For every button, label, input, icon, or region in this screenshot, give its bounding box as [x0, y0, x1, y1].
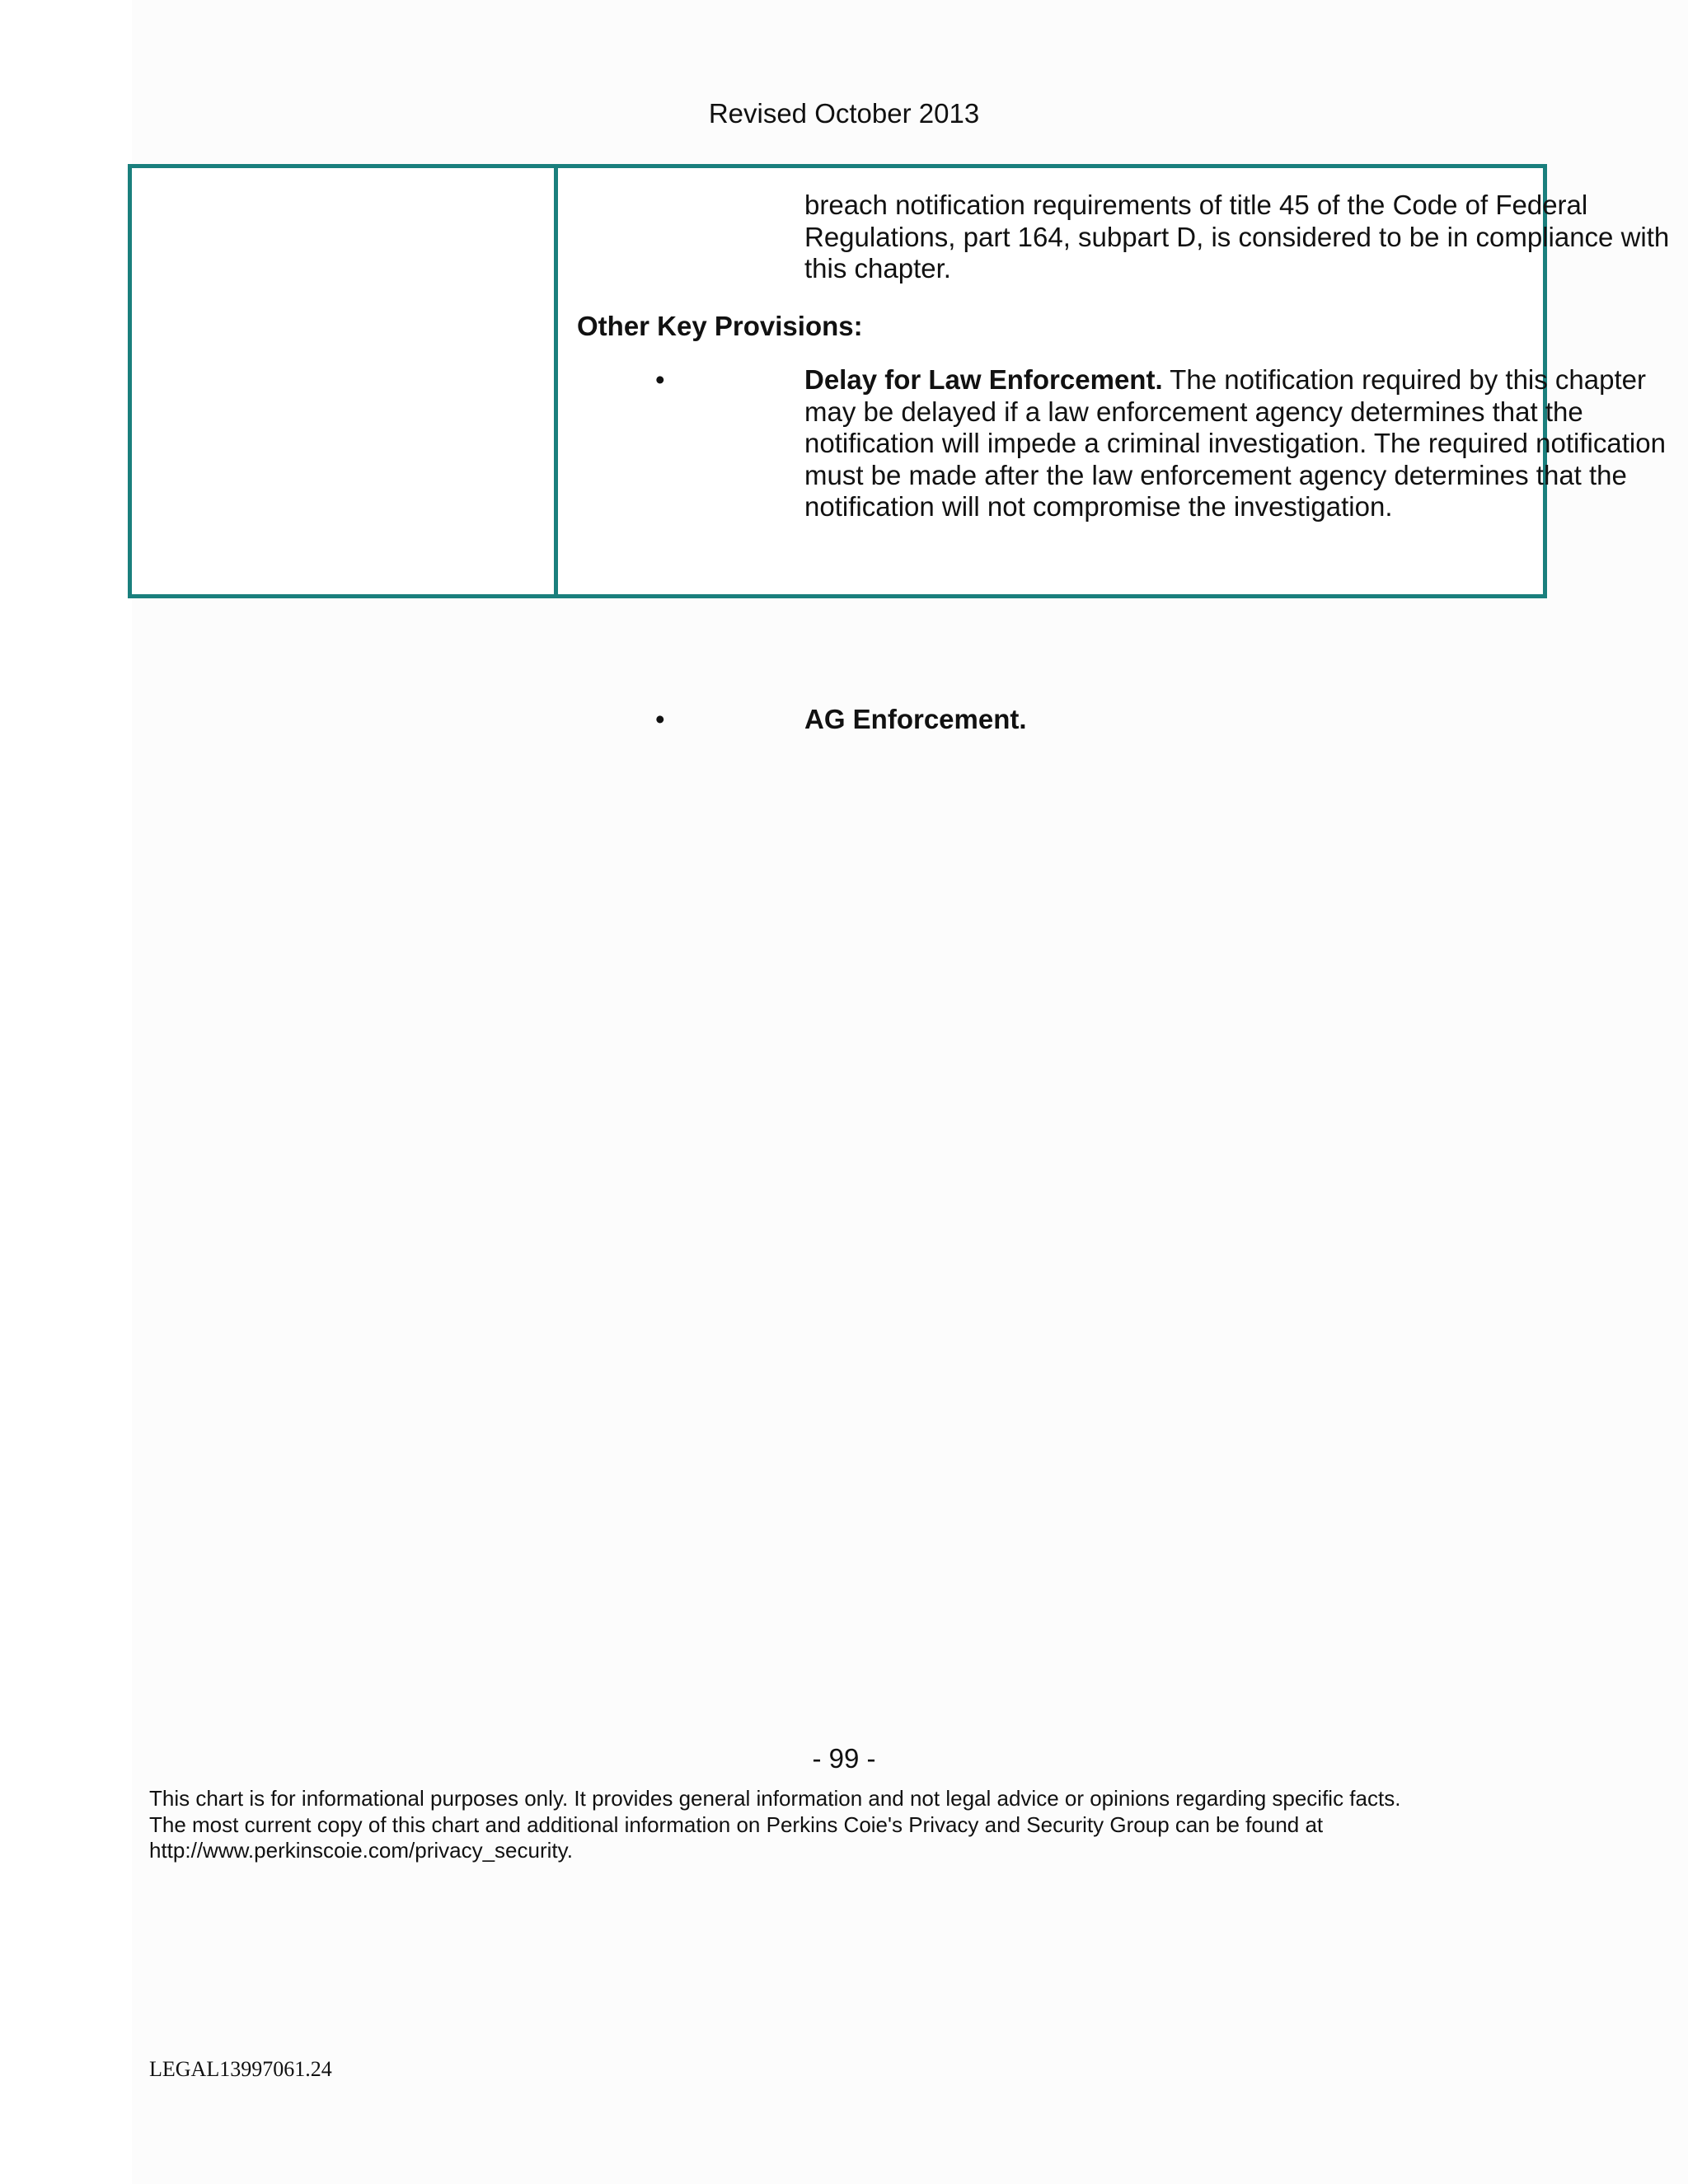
disclaimer-line: http://www.perkinscoie.com/privacy_security. [149, 1838, 573, 1863]
bullet-dot-icon: • [655, 704, 665, 734]
other-key-provisions-heading: Other Key Provisions: [577, 311, 863, 341]
column-divider [554, 168, 558, 594]
bullet-text [804, 364, 1678, 523]
bullet-title: Delay for Law Enforcement. [804, 364, 1163, 395]
document-id: LEGAL13997061.24 [149, 2057, 332, 2081]
continued-paragraph: breach notification requirements of title 45 of the Code of Federal Regulations, part 164, subpart D, is considered to be in compliance with this chapter. [804, 190, 1670, 284]
disclaimer [149, 1786, 1550, 1864]
revision-date-header: Revised October 2013 [708, 98, 980, 129]
disclaimer-line: The most current copy of this chart and additional information on Perkins Coie's Privacy and Security Group can be found at [149, 1811, 1324, 1837]
bullet-text [804, 704, 1678, 736]
page-number: - 99 - [812, 1743, 876, 1774]
bullet-dot-icon: • [655, 364, 665, 395]
bullet-body: The notification required by this chapter may be delayed if a law enforcement agency determines that the notification will impede a criminal investigation. The required notification must be made after the law enforcement agency determines that the notification will not compromise the investigation. [804, 364, 1666, 522]
bullet-title: AG Enforcement. [804, 704, 1027, 734]
disclaimer-line: This chart is for informational purposes only. It provides general information and not legal advice or opinions regarding specific facts. [149, 1786, 1401, 1811]
provisions-table [128, 164, 1670, 734]
